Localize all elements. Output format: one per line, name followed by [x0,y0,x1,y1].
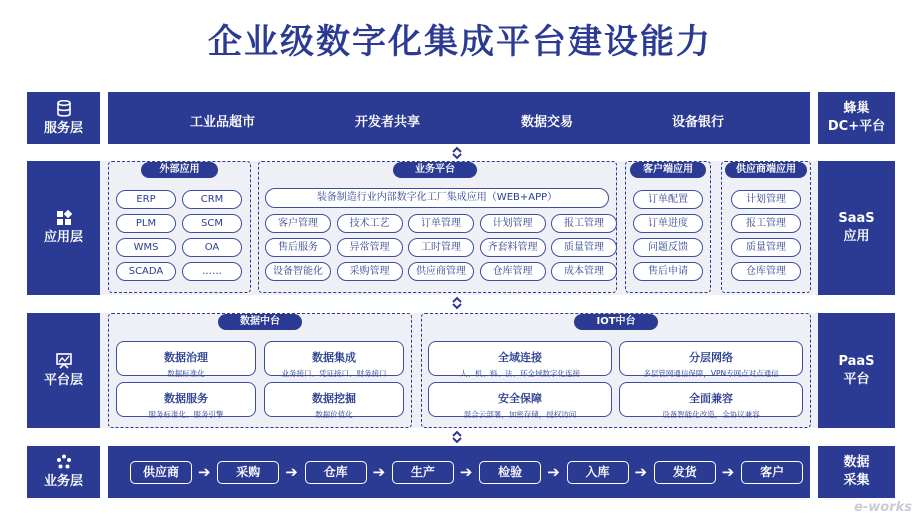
supplier-app-pill: 质量管理 [731,238,801,257]
watermark-logo: e-works [854,500,912,515]
customer-apps-tag: 客户端应用 [630,162,706,178]
double-chevron-icon [450,295,464,311]
external-app-pill: WMS [116,238,176,257]
flow-step: 生产 [392,461,454,484]
flow-step: 客户 [741,461,803,484]
iot-card: 全域连接 人、机、料、法、环全域数字化连接 [428,341,612,376]
business-platform-pill: 售后服务 [265,238,331,257]
business-platform-pill: 仓库管理 [480,262,546,281]
layer-label-service [27,92,100,144]
external-app-pill: …… [182,262,242,281]
external-app-pill: ERP [116,190,176,209]
arrow-right-icon: ➔ [372,463,386,481]
iot-card: 分层网络 多层管网通信保障，VPN专网点对点通信 [619,341,803,376]
layer-label-business: 业务层 [27,446,100,498]
external-app-pill: OA [182,238,242,257]
flow-step: 检验 [479,461,541,484]
supplier-apps-tag: 供应商端应用 [725,162,807,178]
business-platform-tag: 业务平台 [393,162,477,178]
business-platform-pill: 质量管理 [551,238,617,257]
page-title: 企业级数字化集成平台建设能力 [208,22,712,62]
layer-label-text: 服务层 [43,120,83,136]
service-item: 数据交易 [521,115,574,130]
flow-step: 发货 [654,461,716,484]
arrow-right-icon: ➔ [547,463,560,481]
service-item: 设备银行 [672,115,725,130]
external-app-pill: SCM [182,214,242,233]
customer-app-pill: 订单进度 [633,214,703,233]
flow-step: 采购 [217,461,279,484]
arrow-right-icon: ➔ [285,463,298,481]
external-app-pill: SCADA [116,262,176,281]
business-platform-pill: 订单管理 [408,214,474,233]
layer-label-application: 应用层 [27,161,100,295]
data-card: 数据治理 数据标准化 [116,341,256,376]
supplier-app-pill: 计划管理 [731,190,801,209]
external-app-pill: CRM [182,190,242,209]
business-platform-pill: 客户管理 [265,214,331,233]
business-platform-pill: 成本管理 [551,262,617,281]
flow-step: 供应商 [130,461,192,484]
database-icon [56,100,72,117]
customer-app-pill: 问题反馈 [633,238,703,257]
arrow-right-icon: ➔ [634,463,648,481]
service-item: 工业品超市 [190,115,256,130]
arrow-right-icon: ➔ [721,463,735,481]
business-platform-pill: 齐套料管理 [480,238,546,257]
business-platform-pill: 技术工艺 [337,214,403,233]
double-chevron-icon [450,429,464,445]
data-card: 数据挖掘 数据价值化 [264,382,404,417]
apps-grid-icon [56,210,72,226]
business-platform-pill: 供应商管理 [408,262,474,281]
business-platform-pill: 采购管理 [337,262,403,281]
business-platform-pill: 计划管理 [480,214,546,233]
iot-platform-tag: IOT中台 [574,314,658,330]
business-platform-pill: 异常管理 [337,238,403,257]
monitor-chart-icon [55,353,73,369]
business-platform-pill: 设备智能化 [265,262,331,281]
customer-app-pill: 订单配置 [633,190,703,209]
cycle-dots-icon [56,454,72,470]
right-label-platform: PaaS 平台 [818,313,895,428]
iot-card: 安全保障 混合云部署，加密存储，授权访问 [428,382,612,417]
iot-card: 全面兼容 设备智能化改造，全协议兼容 [619,382,803,417]
arrow-right-icon: ➔ [198,463,211,481]
business-platform-pill: 报工管理 [551,214,617,233]
flow-step: 仓库 [305,461,367,484]
business-platform-pill: 工时管理 [408,238,474,257]
supplier-app-pill: 仓库管理 [731,262,801,281]
customer-app-pill: 售后申请 [633,262,703,281]
data-card: 数据集成 业务接口、凭证接口、财务接口 [264,341,404,376]
right-label-service: 蜂巢 DC+平台 [818,92,895,144]
data-card: 数据服务 服务标准化、服务引擎 [116,382,256,417]
double-chevron-icon [450,145,464,161]
supplier-app-pill: 报工管理 [731,214,801,233]
data-platform-tag: 数据中台 [218,314,302,330]
service-item: 开发者共享 [355,115,421,130]
right-label-application: SaaS 应用 [818,161,895,295]
business-platform-header: 装备制造行业内部数字化工厂集成应用（WEB+APP） [265,188,609,208]
layer-label-platform: 平台层 [27,313,100,428]
right-label-business: 数据 采集 [818,446,895,498]
flow-step: 入库 [567,461,629,484]
arrow-right-icon: ➔ [459,463,473,481]
external-app-pill: PLM [116,214,176,233]
external-apps-tag: 外部应用 [141,162,218,178]
